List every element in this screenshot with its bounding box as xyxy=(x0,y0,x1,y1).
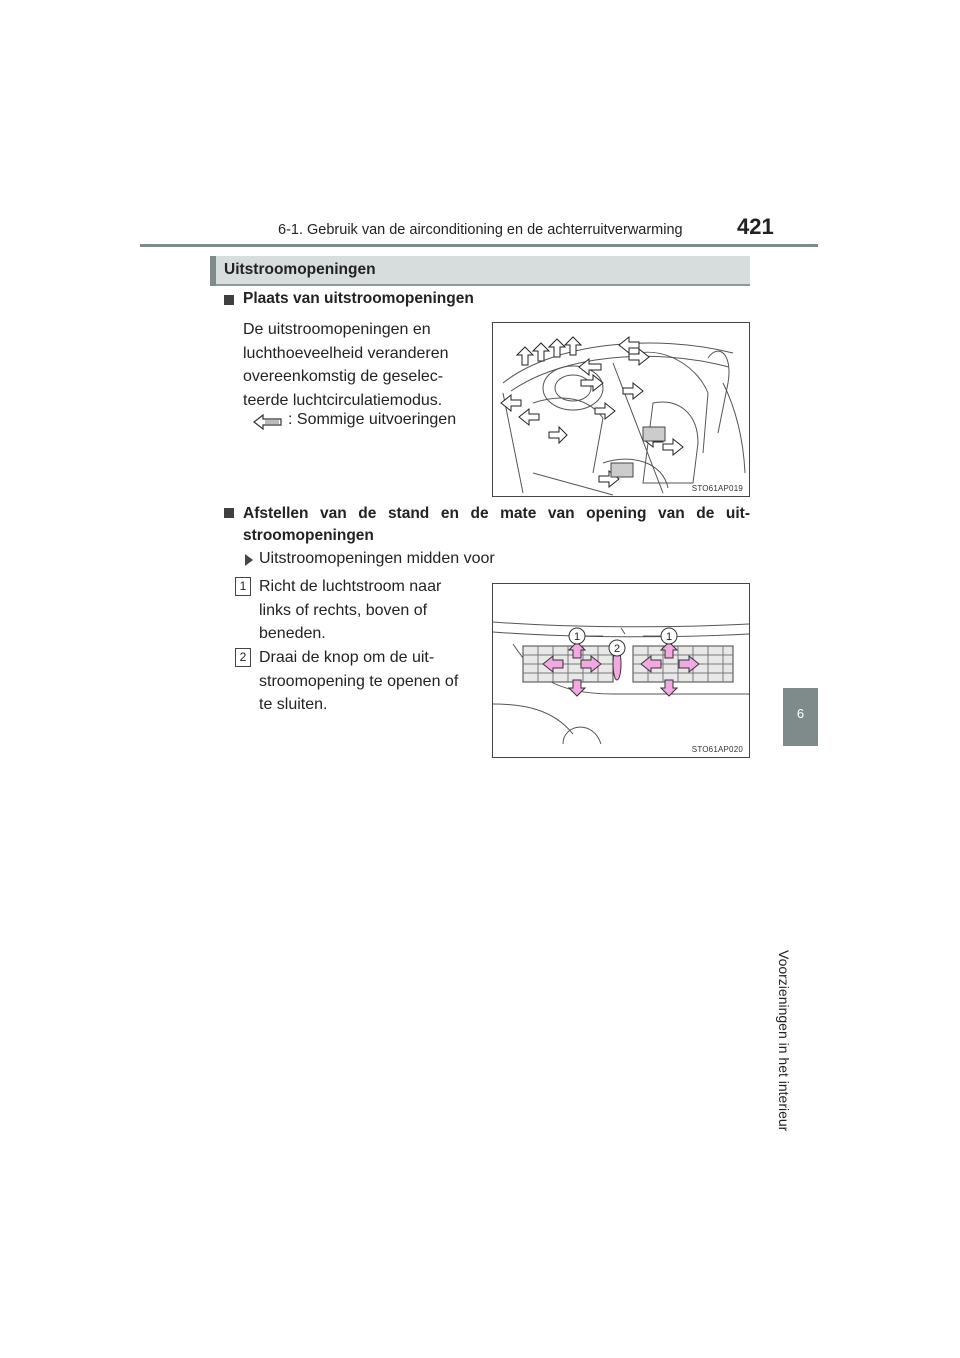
paragraph-line: Draai de knop om de uit- xyxy=(259,649,435,666)
square-bullet-icon xyxy=(224,508,234,518)
center-vents-illustration xyxy=(493,584,749,757)
paragraph-line: Richt de luchtstroom naar xyxy=(259,578,442,595)
section-title: Uitstroomopeningen xyxy=(224,261,376,278)
step1-text xyxy=(259,575,478,646)
figure-callout-1: 1 xyxy=(573,631,581,643)
figure-code: STO61AP019 xyxy=(691,484,743,493)
figure-vent-locations xyxy=(492,322,750,497)
paragraph-line: overeenkomstig de geselec- xyxy=(243,368,444,385)
figure-code: STO61AP020 xyxy=(691,745,743,754)
paragraph-line: links of rechts, boven of xyxy=(259,601,428,619)
paragraph-line: De uitstroomopeningen en xyxy=(243,321,431,338)
chapter-tab-number: 6 xyxy=(796,706,805,721)
location-paragraph xyxy=(243,318,478,412)
heading-line: Afstellen van de stand en de mate van opening van de uit- xyxy=(243,505,750,522)
number-2-icon: 2 xyxy=(235,648,251,667)
heading-line: stroomopeningen xyxy=(243,527,374,544)
page-header-title: 6-1. Gebruik van de airconditioning en de achterruitverwarming xyxy=(278,222,683,238)
paragraph-line: te sluiten. xyxy=(259,696,328,713)
square-bullet-icon xyxy=(224,295,234,305)
section-heading-accent xyxy=(210,256,216,286)
page-number: 421 xyxy=(737,214,774,239)
vent-locations-illustration xyxy=(493,323,749,496)
number-1-icon: 1 xyxy=(235,577,251,596)
airflow-arrow-icon xyxy=(253,414,283,430)
paragraph-line: beneden. xyxy=(259,625,326,642)
paragraph-line: stroomopening te openen of xyxy=(259,672,459,690)
figure-callout-1: 1 xyxy=(665,631,673,643)
header-divider xyxy=(140,244,818,247)
legend-text: : Sommige uitvoeringen xyxy=(288,411,457,428)
subsection-heading-location: Plaats van uitstroomopeningen xyxy=(243,290,474,307)
paragraph-line: teerde luchtcirculatiemodus. xyxy=(243,391,443,409)
subsection-heading-adjust xyxy=(243,503,750,547)
sub-bullet-center-vents: Uitstroomopeningen midden voor xyxy=(259,550,495,567)
step2-text xyxy=(259,646,478,717)
triangle-bullet-icon xyxy=(245,554,253,566)
chapter-side-label: Voorzieningen in het interieur xyxy=(776,950,792,1132)
paragraph-line: luchthoeveelheid veranderen xyxy=(243,344,449,362)
figure-callout-2: 2 xyxy=(613,643,621,655)
figure-center-vents xyxy=(492,583,750,758)
